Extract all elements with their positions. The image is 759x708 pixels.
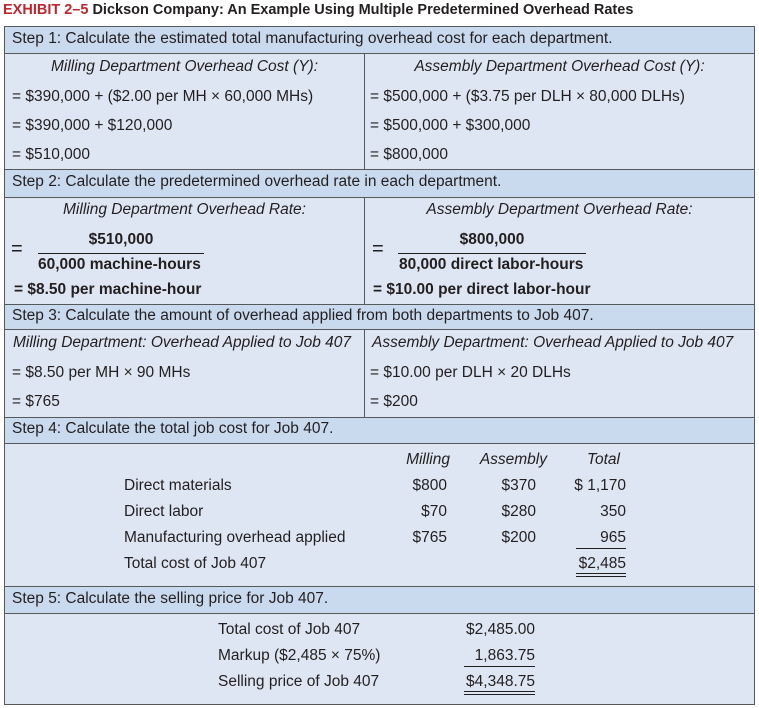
step4-grand-total-double-underline-2 xyxy=(576,576,626,577)
step2-milling-denominator: 60,000 machine-hours xyxy=(38,256,201,273)
step1-milling-line: = $390,000 + ($2.00 per MH × 60,000 MHs) xyxy=(12,88,314,105)
step1-milling-line: = $510,000 xyxy=(12,146,91,163)
step2-assembly-denominator: 80,000 direct labor-hours xyxy=(399,256,584,273)
exhibit-caption: Dickson Company: An Example Using Multiple Predetermined Overhead Rates xyxy=(92,2,634,18)
step4-cell-milling: $800 xyxy=(412,477,447,494)
step2-heading: Step 2: Calculate the predetermined overhead rate in each department. xyxy=(12,173,502,190)
step2-assembly-header: Assembly Department Overhead Rate: xyxy=(426,201,693,218)
step4-col-milling: Milling xyxy=(406,451,450,468)
step3-milling-line: = $765 xyxy=(12,393,60,410)
step2-milling-result: = $8.50 per machine-hour xyxy=(14,281,202,298)
exhibit-number: EXHIBIT 2–5 xyxy=(3,2,89,18)
step4-row-label: Direct labor xyxy=(124,503,204,520)
step5-row-value: 1,863.75 xyxy=(474,647,535,664)
step4-cell-assembly: $280 xyxy=(501,503,536,520)
step3-assembly-header: Assembly Department: Overhead Applied to Job 407 xyxy=(372,334,734,351)
step4-row-label: Total cost of Job 407 xyxy=(124,555,267,572)
step1-heading: Step 1: Calculate the estimated total manufacturing overhead cost for each department. xyxy=(12,30,613,47)
step3-divider xyxy=(364,330,365,418)
step2-assembly-fraction-bar xyxy=(398,253,586,254)
step4-col-total: Total xyxy=(586,451,620,468)
step4-cell-total: 965 xyxy=(600,529,626,546)
step2-milling-numerator: $510,000 xyxy=(88,231,154,248)
step5-price-double-underline-2 xyxy=(464,694,535,695)
exhibit-title xyxy=(3,2,633,18)
step1-assembly-line: = $500,000 + $300,000 xyxy=(370,117,531,134)
step4-cell-milling: $70 xyxy=(421,503,447,520)
step5-row-label: Markup ($2,485 × 75%) xyxy=(218,647,381,664)
step2-milling-header: Milling Department Overhead Rate: xyxy=(63,201,306,218)
step2-milling-equals: = xyxy=(11,238,23,260)
step4-row-label: Manufacturing overhead applied xyxy=(124,529,346,546)
step3-assembly-line: = $10.00 per DLH × 20 DLHs xyxy=(370,364,571,381)
step5-heading: Step 5: Calculate the selling price for Job 407. xyxy=(12,590,329,607)
step4-cell-total: $ 1,170 xyxy=(574,477,626,494)
step4-grand-total-double-underline-1 xyxy=(576,573,626,574)
step5-price-double-underline-1 xyxy=(464,691,535,692)
step3-milling-line: = $8.50 per MH × 90 MHs xyxy=(12,364,191,381)
step4-cell-assembly: $200 xyxy=(501,529,536,546)
step4-heading: Step 4: Calculate the total job cost for Job 407. xyxy=(12,420,334,437)
step4-row-label: Direct materials xyxy=(124,477,232,494)
step4-cell-total: 350 xyxy=(600,503,626,520)
step1-assembly-line: = $800,000 xyxy=(370,146,449,163)
step4-col-assembly: Assembly xyxy=(479,451,547,468)
step2-assembly-numerator: $800,000 xyxy=(459,231,525,248)
step1-assembly-line: = $500,000 + ($3.75 per DLH × 80,000 DLHs) xyxy=(370,88,685,105)
step5-row-label: Total cost of Job 407 xyxy=(218,621,361,638)
step5-markup-underline xyxy=(464,666,535,667)
step4-cell-total: $2,485 xyxy=(578,555,626,572)
step5-row-value: $2,485.00 xyxy=(466,621,535,638)
step3-milling-header: Milling Department: Overhead Applied to Job 407 xyxy=(13,334,352,351)
step5-row-value: $4,348.75 xyxy=(466,673,535,690)
step5-row-label: Selling price of Job 407 xyxy=(218,673,380,690)
step1-milling-line: = $390,000 + $120,000 xyxy=(12,117,173,134)
step3-heading: Step 3: Calculate the amount of overhead applied from both departments to Job 407. xyxy=(12,307,594,324)
step2-assembly-equals: = xyxy=(372,238,384,260)
step2-milling-fraction-bar xyxy=(38,253,204,254)
step4-cell-milling: $765 xyxy=(412,529,447,546)
step4-cell-assembly: $370 xyxy=(501,477,536,494)
step4-total-underline xyxy=(576,548,626,549)
step1-milling-header: Milling Department Overhead Cost (Y): xyxy=(50,58,319,75)
step1-assembly-header: Assembly Department Overhead Cost (Y): xyxy=(414,58,705,75)
step3-assembly-line: = $200 xyxy=(370,393,418,410)
step2-assembly-result: = $10.00 per direct labor-hour xyxy=(373,281,591,298)
